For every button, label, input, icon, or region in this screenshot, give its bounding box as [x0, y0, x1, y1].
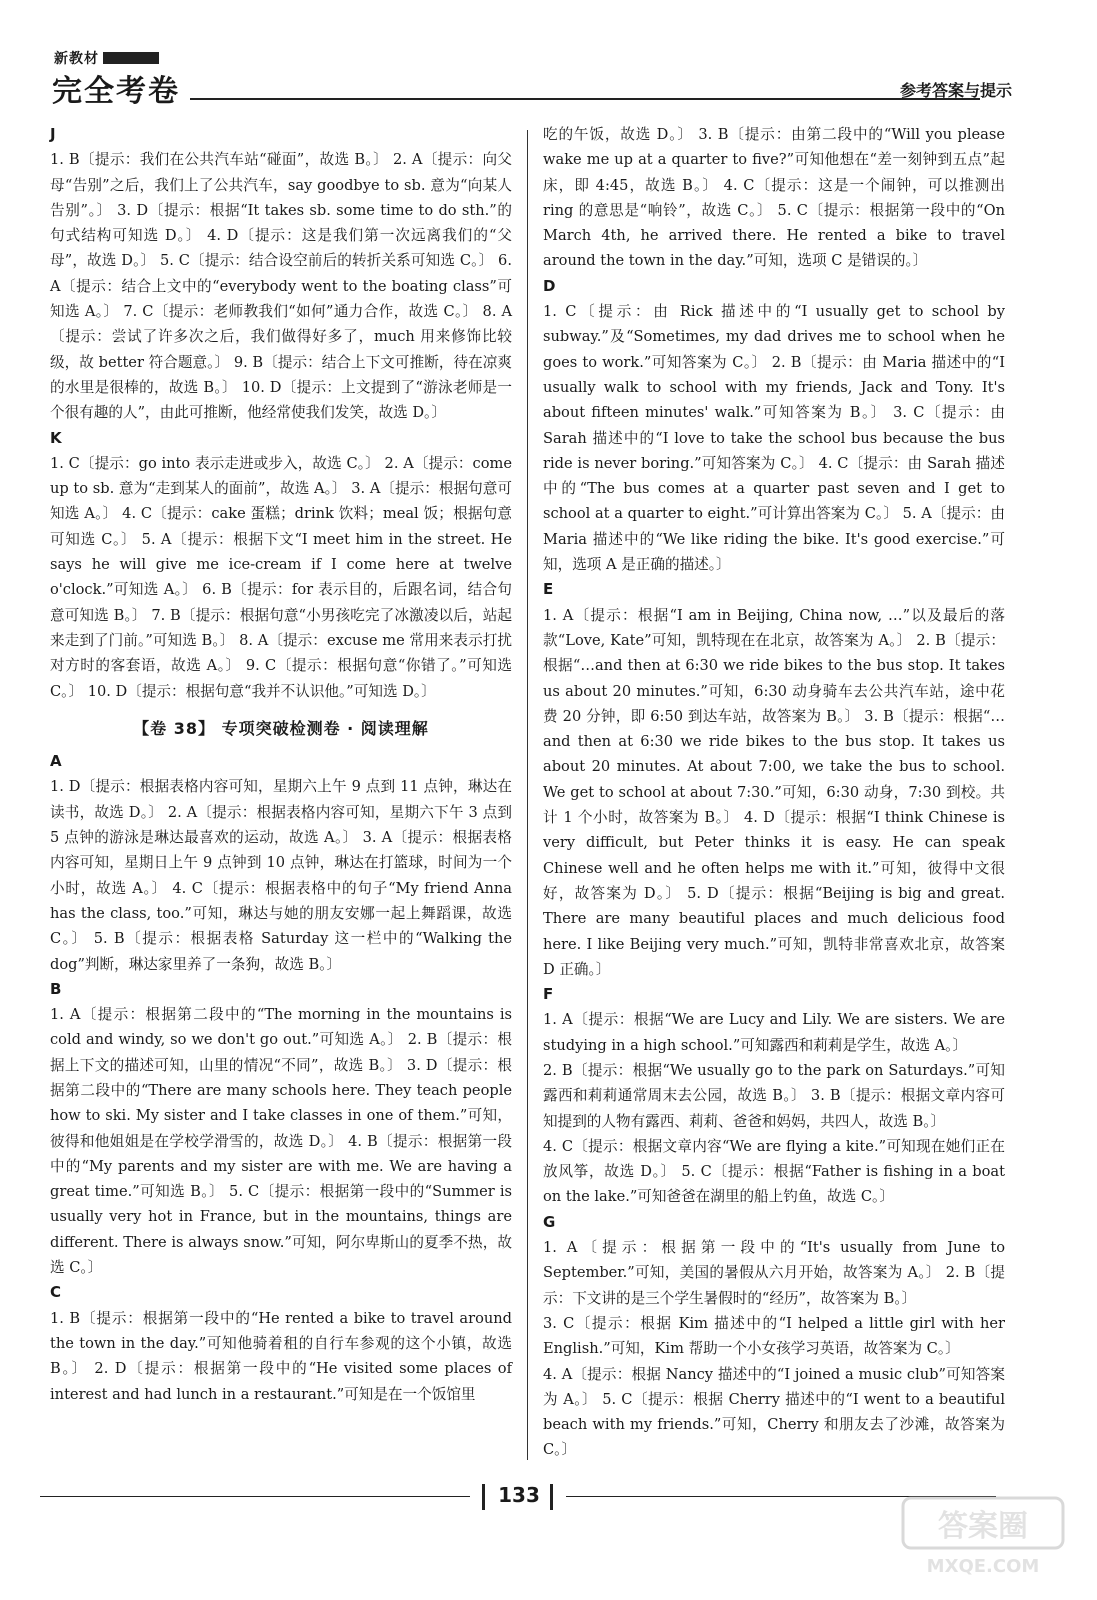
watermark-text: MXQE.COM: [926, 1556, 1040, 1577]
series-logo-small: 新教材: [54, 48, 159, 68]
logo-bar: [103, 52, 159, 64]
left-column: [50, 122, 512, 1407]
section-label: J: [50, 125, 56, 143]
section-label: E: [543, 580, 554, 599]
right-column: [543, 122, 1005, 1463]
footer-bar-right: [550, 1484, 553, 1510]
footer-bar-left: [482, 1484, 485, 1510]
answer-paragraph: 1. B〔提示：我们在公共汽车站“碰面”，故选 B。〕 2. A〔提示：向父母“告别”之后，我们上了公共汽车，say goodbye to sb. 意为“向某人告别”。〕 3. D〔提示：根据“It takes sb. some time to do sth.”的句式结构可知选 D。〕 4. D〔提示：这是我们第一次远离我们的“父母”，故选 D。〕 5. C〔提示：结合设空前后的转折关系可知选 C。〕 6. A〔提示：结合上文中的“everybody went to the boating class”可知选 A。〕 7. C〔提示：老师教我们“如何”通力合作，故选 C。〕 8. A〔提示：尝试了许多次之后，我们做得好多了，much 用来修饰比较级，故 better 符合题意。〕 9. B〔提示：结合上下文可推断，待在凉爽的水里是很棒的，故选 B。〕 10. D〔提示：上文提到了“游泳老师是一个很有趣的人”，由此可推断，他经常使我们发笑，故选 D。〕: [50, 151, 512, 422]
section-label: C: [50, 1283, 62, 1302]
series-logo-main: 完全考卷: [52, 74, 180, 109]
section-label: G: [543, 1212, 556, 1231]
section-label: F: [543, 985, 554, 1004]
page-number: 133: [498, 1483, 540, 1507]
answer-paragraph: 1. A〔提示：根据“I am in Beijing, China now, …”以及最后的落款“Love, Kate”可知，凯特现在在北京，故答案为 A。〕 2. B〔提示：根据“…and then at 6:30 we ride bikes to the bus stop. It takes us about 20 minutes.”可知，6:30 动身骑车去公共汽车站，途中花费 20 分钟，即 6:50 到达车站，故答案为 B。〕 3. B〔提示：根据“…and then at 6:30 we ride bikes to the bus stop. It takes us about 20 minutes. At about 7:00, we take the bus to school. We get to school at about 7:30.”可知，6:30 动身，7:30 到校。共计 1 个小时，故答案为 B。〕 4. D〔提示：根据“I think Chinese is very difficult, but Peter thinks it is easy. He can speak Chinese well and he often helps me with it.”可知，彼得中文很好，故答案为 D。〕 5. D〔提示：根据“Beijing is big and great. There are many beautiful places and much delicious food here. I like Beijing very much.”可知，凯特非常喜欢北京，故答案 D 正确。〕: [543, 606, 1005, 978]
section-label: B: [50, 979, 62, 998]
answer-paragraph: 1. B〔提示：根据第一段中的“He rented a bike to travel around the town in the day.”可知他骑着租的自行车参观的这个小镇，故选 B。〕 2. D〔提示：根据第一段中的“He visited some places of interest and had lunch in a restaurant.”可知是在一个饭馆里: [50, 1309, 512, 1403]
answer-paragraph: 1. A〔提示：根据“We are Lucy and Lily. We are sisters. We are studying in a high school.”可知露西和莉莉是学生，故选 A。〕: [543, 1011, 1005, 1054]
section-title: 参考答案与提示: [899, 81, 1012, 100]
svg-text:答案圈: 答案圈: [938, 1509, 1028, 1544]
answer-paragraph: 3. C〔提示：根据 Kim 描述中的“I helped a little girl with her English.”可知，Kim 帮助一个小女孩学习英语，故答案为 C。〕: [543, 1314, 1005, 1358]
paper-title: 【卷 38】 专项突破检测卷 · 阅读理解: [133, 718, 429, 738]
page-header: [48, 44, 1048, 109]
watermark-logo: [897, 1492, 1077, 1582]
footer-rule-left: [40, 1496, 470, 1497]
column-divider: [527, 130, 528, 1460]
answer-paragraph: 1. A〔提示：根据第一段中的“It's usually from June to September.”可知，美国的暑假从六月开始，故答案为 A。〕 2. B〔提示：下文讲的是三个学生暑假时的“经历”，故答案为 B。〕: [543, 1239, 1005, 1307]
answer-paragraph: 2. B〔提示：根据“We usually go to the park on Saturdays.”可知露西和莉莉通常周末去公园，故选 B。〕 3. B〔提示：根据文章内容可知提到的人物有露西、莉莉、爸爸和妈妈，共四人，故选 B。〕: [543, 1061, 1005, 1130]
header-rule: [190, 98, 980, 100]
answer-paragraph: 1. C〔提示：go into 表示走进或步入，故选 C。〕 2. A〔提示：come up to sb. 意为“走到某人的面前”，故选 A。〕 3. A〔提示：根据句意可知选 A。〕 4. C〔提示：cake 蛋糕；drink 饮料；meal 饭；根据句意可知选 C。〕 5. A〔提示：根据下文“I meet him in the street. He says he will give me ice-cream if I come here at twelve o'clock.”可知选 A。〕 6. B〔提示：for 表示目的，后跟名词，结合句意可知选 B。〕 7. B〔提示：根据句意“小男孩吃完了冰激凌以后，站起来走到了门前。”可知选 B。〕 8. A〔提示：excuse me 常用来表示打扰对方时的客套语，故选 A。〕 9. C〔提示：根据句意“你错了。”可知选 C。〕 10. D〔提示：根据句意“我并不认识他。”可知选 D。〕: [50, 454, 512, 700]
section-label: K: [50, 428, 62, 447]
answer-paragraph: 4. A〔提示：根据 Nancy 描述中的“I joined a music club”可知答案为 A。〕 5. C〔提示：根据 Cherry 描述中的“I went to a beautiful beach with my friends.”可知，Cherry 和朋友去了沙滩，故答案为 C。〕: [543, 1365, 1005, 1459]
answer-paragraph: 吃的午饭，故选 D。〕 3. B〔提示：由第二段中的“Will you please wake me up at a quarter to five?”可知他想在“差一刻钟到五点”起床，即 4:45，故选 B。〕 4. C〔提示：这是一个闹钟，可以推测出 ring 的意思是“响铃”，故选 C。〕 5. C〔提示：根据第一段中的“On March 4th, he arrived there. He rented a bike to travel around the town in the day.”可知，选项 C 是错误的。〕: [543, 126, 1005, 270]
answer-paragraph: 4. C〔提示：根据文章内容“We are flying a kite.”可知现在她们正在放风筝，故选 D。〕 5. C〔提示：根据“Father is fishing in a boat on the lake.”可知爸爸在湖里的船上钓鱼，故选 C。〕: [543, 1137, 1005, 1206]
answer-paragraph: 1. C〔提示：由 Rick 描述中的“I usually get to school by subway.”及“Sometimes, my dad drives me to school when he goes to work.”可知答案为 C。〕 2. B〔提示：由 Maria 描述中的“I usually walk to school with my friends, Jack and Tony. It's about fifteen minutes' walk.”可知答案为 B。〕 3. C〔提示：由 Sarah 描述中的“I love to take the school bus because the bus ride is never boring.”可知答案为 C。〕 4. C〔提示：由 Sarah 描述中的“The bus comes at a quarter past seven and I get to school at a quarter to eight.”可计算出答案为 C。〕 5. A〔提示：由 Maria 描述中的“We like riding the bike. It's good exercise.”可知，选项 A 是正确的描述。〕: [543, 303, 1005, 574]
answer-paragraph: 1. A〔提示：根据第二段中的“The morning in the mountains is cold and windy, so we don't go out.”可知选 A。〕 2. B〔提示：根据上下文的描述可知，山里的情况“不同”，故选 B。〕 3. D〔提示：根据第二段中的“There are many schools here. They teach people how to ski. My sister and I take classes in one of them.”可知，彼得和他姐姐是在学校学滑雪的，故选 D。〕 4. B〔提示：根据第一段中的“My parents and my sister are with me. We are having a great time.”可知选 B。〕 5. C〔提示：根据第一段中的“Summer is usually very hot in France, but in the mountains, things are different. There is always snow.”可知，阿尔卑斯山的夏季不热，故选 C。〕: [50, 1006, 512, 1277]
section-label: D: [543, 276, 556, 295]
answer-paragraph: 1. D〔提示：根据表格内容可知，星期六上午 9 点到 11 点钟，琳达在读书，故选 D。〕 2. A〔提示：根据表格内容可知，星期六下午 3 点到 5 点钟的游泳是琳达最喜欢的运动，故选 A。〕 3. A〔提示：根据表格内容可知，星期日上午 9 点钟到 10 点钟，琳达在打篮球，时间为一个小时，故选 A。〕 4. C〔提示：根据表格中的句子“My friend Anna has the class, too.”可知，琳达与她的朋友安娜一起上舞蹈课，故选 C。〕 5. B〔提示：根据表格 Saturday 这一栏中的“Walking the dog”判断，琳达家里养了一条狗，故选 B。〕: [50, 778, 512, 973]
section-label: A: [50, 752, 62, 771]
